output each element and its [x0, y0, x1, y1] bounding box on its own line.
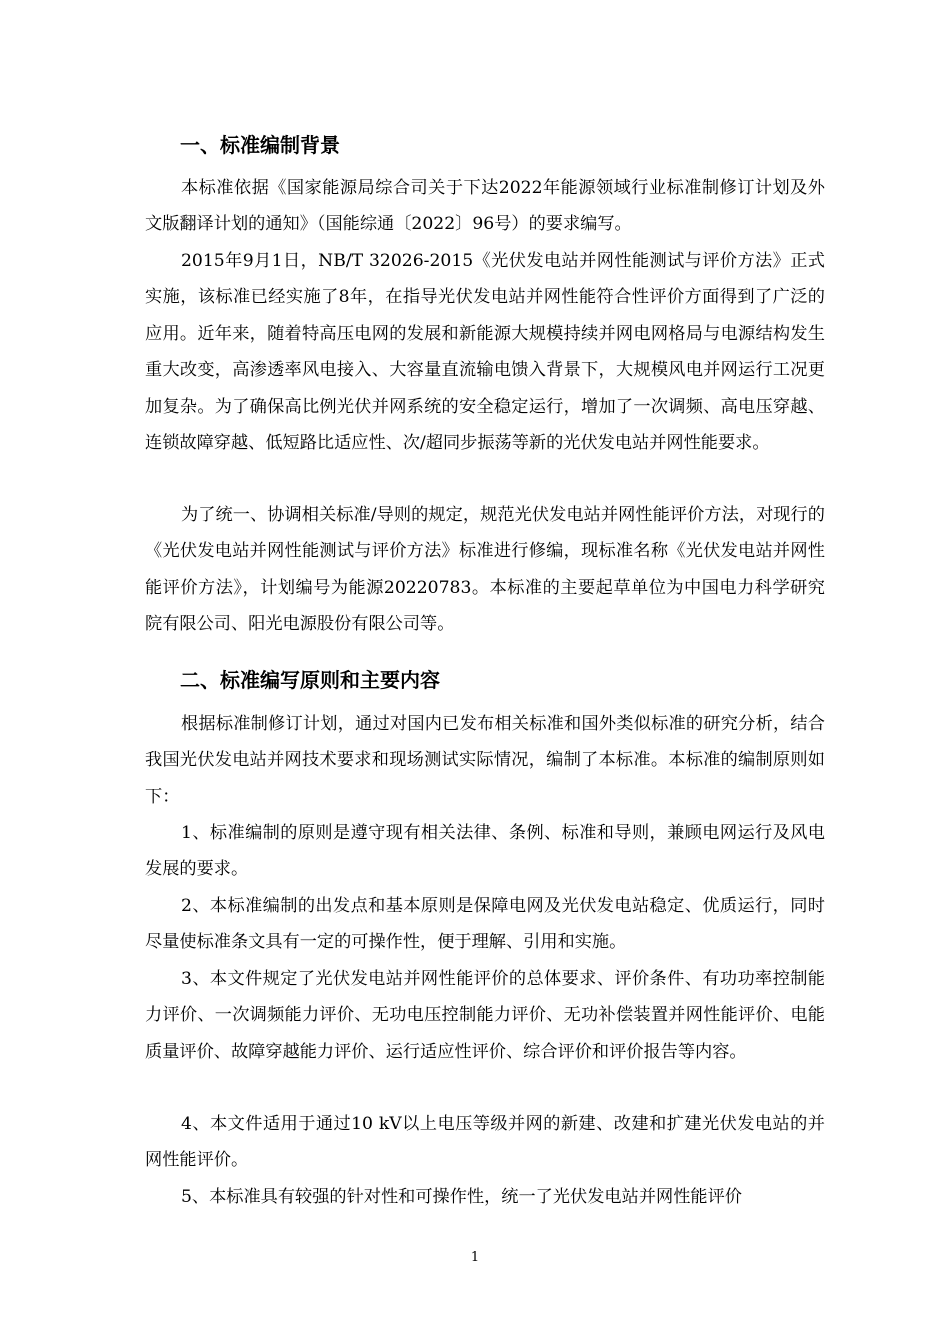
section2-heading: 二、标准编写原则和主要内容 — [180, 668, 440, 692]
section1-paragraph-3: 为了统一、协调相关标准/导则的规定，规范光伏发电站并网性能评价方法，对现行的《光伏发电站并网性能测试与评价方法》标准进行修编，现标准名称《光伏发电站并网性能评价方法》，计划编号为能源20220783。本标准的主要起草单位为中国电力科学研究院有限公司、阳光电源股份有限公司等。 — [145, 505, 825, 635]
section2-item-1: 1、标准编制的原则是遵守现有相关法律、条例、标准和导则，兼顾电网运行及风电发展的要求。 — [145, 823, 825, 880]
section2-item-2: 2、本标准编制的出发点和基本原则是保障电网及光伏发电站稳定、优质运行，同时尽量使标准条文具有一定的可操作性，便于理解、引用和实施。 — [145, 896, 825, 953]
section1-paragraph-1: 本标准依据《国家能源局综合司关于下达2022年能源领域行业标准制修订计划及外文版翻译计划的通知》（国能综通〔2022〕96号）的要求编写。 — [145, 178, 825, 235]
section1-paragraph-2: 2015年9月1日，NB/T 32026-2015《光伏发电站并网性能测试与评价方法》正式实施，该标准已经实施了8年，在指导光伏发电站并网性能符合性评价方面得到了广泛的应用。近年来，随着特高压电网的发展和新能源大规模持续并网电网格局与电源结构发生重大改变，高渗透率风电接入、大容量直流输电馈入背景下，大规模风电并网运行工况更加复杂。为了确保高比例光伏并网系统的安全稳定运行，增加了一次调频、高电压穿越、连锁故障穿越、低短路比适应性、次/超同步振荡等新的光伏发电站并网性能要求。 — [145, 251, 825, 454]
section2-item-5: 5、本标准具有较强的针对性和可操作性，统一了光伏发电站并网性能评价 — [181, 1187, 742, 1207]
section2-item-3: 3、本文件规定了光伏发电站并网性能评价的总体要求、评价条件、有功功率控制能力评价、一次调频能力评价、无功电压控制能力评价、无功补偿装置并网性能评价、电能质量评价、故障穿越能力评价、运行适应性评价、综合评价和评价报告等内容。 — [145, 969, 825, 1062]
section1-heading: 一、标准编制背景 — [180, 133, 340, 157]
section2-item-4: 4、本文件适用于通过10 kV以上电压等级并网的新建、改建和扩建光伏发电站的并网性能评价。 — [145, 1114, 825, 1171]
page-number: 1 — [470, 1250, 480, 1265]
section2-paragraph-1: 根据标准制修订计划，通过对国内已发布相关标准和国外类似标准的研究分析，结合我国光伏发电站并网技术要求和现场测试实际情况，编制了本标准。本标准的编制原则如下： — [145, 714, 825, 807]
